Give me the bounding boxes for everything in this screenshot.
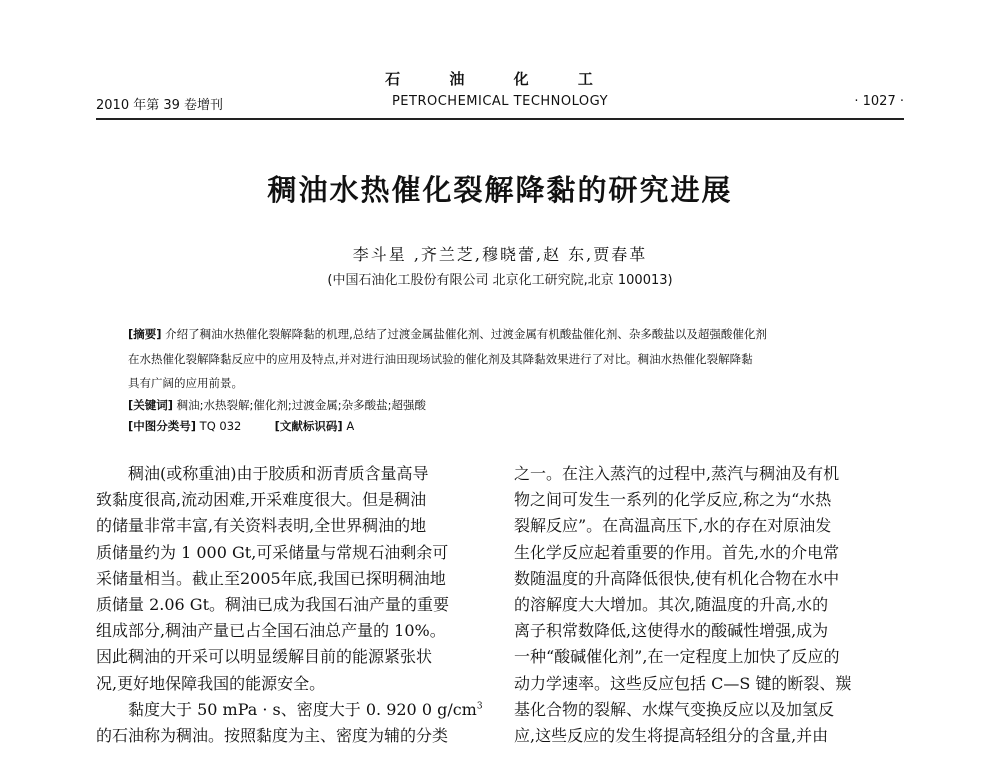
journal-name-cn: 石 油 化 工 [385,70,615,88]
body-line: 的储量非常丰富,有关资料表明,全世界稠油的地 [96,516,427,536]
body-line: 动力学速率。这些反应包括 C—S 键的断裂、羰 [514,673,852,693]
body-line: 裂解反应”。在高温高压下,水的存在对原油发 [514,516,832,536]
abstract-line: 具有广阔的应用前景。 [128,376,243,390]
body-line: 基化合物的裂解、水煤气变换反应以及加氢反 [514,699,835,719]
keywords-label: [关键词] [128,398,174,412]
body-line: 物之间可发生一系列的化学反应,称之为“水热 [514,490,832,510]
journal-name-en: PETROCHEMICAL TECHNOLOGY [391,94,609,109]
body-line: 应,这些反应的发生将提高轻组分的含量,并由 [514,725,829,745]
body-line: 生化学反应起着重要的作用。首先,水的介电常 [514,542,840,562]
clc-label: [中图分类号] [128,419,197,433]
body-line: 之一。在注入蒸汽的过程中,蒸汽与稠油及有机 [514,464,840,483]
body-line: 因此稠油的开采可以明显缓解目前的能源紧张状 [96,647,433,667]
body-line: 一种“酸碱催化剂”,在一定程度上加快了反应的 [514,647,840,667]
article-title: 稠油水热催化裂解降黏的研究进展 [267,173,733,207]
body-line: 质储量约为 1 000 Gt,可采储量与常规石油剩余可 [96,542,449,562]
keywords-line [128,397,888,413]
body-column-right [514,461,910,749]
article-authors: 李斗星 ,齐兰芝,穆晓蕾,赵 东,贾春革 [352,245,648,264]
page-number: · 1027 · [854,94,904,109]
body-line: 稠油(或称重油)由于胶质和沥青质含量高导 [128,464,429,483]
body-line [96,697,492,723]
abstract-line [128,326,888,342]
body-column-left [96,461,492,749]
classification-line [128,418,888,434]
body-line: 的石油称为稠油。按照黏度为主、密度为辅的分类 [96,725,449,745]
abstract-label: [摘要] [128,327,162,341]
body-line: 采储量相当。截止至2005年底,我国已探明稠油地 [96,568,446,588]
abstract-line: 在水热催化裂解降黏反应中的应用及特点,并对进行油田现场试验的催化剂及其降黏效果进行了对比。稠油水热催化裂解降黏 [128,352,753,366]
body-line: 数随温度的升高降低很快,使有机化合物在水中 [514,568,840,588]
running-header [96,94,904,114]
superscript: 3 [476,701,483,712]
abstract-text: 介绍了稠油水热催化裂解降黏的机理,总结了过渡金属盐催化剂、过渡金属有机酸盐催化剂、杂多酸盐以及超强酸催化剂 [165,327,767,341]
header-rule [96,118,904,120]
body-line: 况,更好地保障我国的能源安全。 [96,673,326,693]
body-line: 的溶解度大大增加。其次,随温度的升高,水的 [514,594,829,614]
doc-code-label: [文献标识码] [274,419,343,433]
body-line: 质储量 2.06 Gt。稠油已成为我国石油产量的重要 [96,594,450,614]
clc-value: TQ 032 [199,419,242,433]
body-line: 离子积常数降低,这使得水的酸碱性增强,成为 [514,621,829,641]
keywords-text: 稠油;水热裂解;催化剂;过渡金属;杂多酸盐;超强酸 [176,398,427,412]
journal-issue: 2010 年第 39 卷增刊 [96,98,224,113]
body-line-text: 黏度大于 50 mPa · s、密度大于 0. 920 0 g/cm [128,699,477,719]
article-affiliation: (中国石油化工股份有限公司 北京化工研究院,北京 100013) [327,273,673,288]
doc-code-value: A [346,419,355,433]
body-line: 致黏度很高,流动困难,开采难度很大。但是稠油 [96,490,427,510]
body-line: 组成部分,稠油产量已占全国石油总产量的 10%。 [96,621,446,641]
